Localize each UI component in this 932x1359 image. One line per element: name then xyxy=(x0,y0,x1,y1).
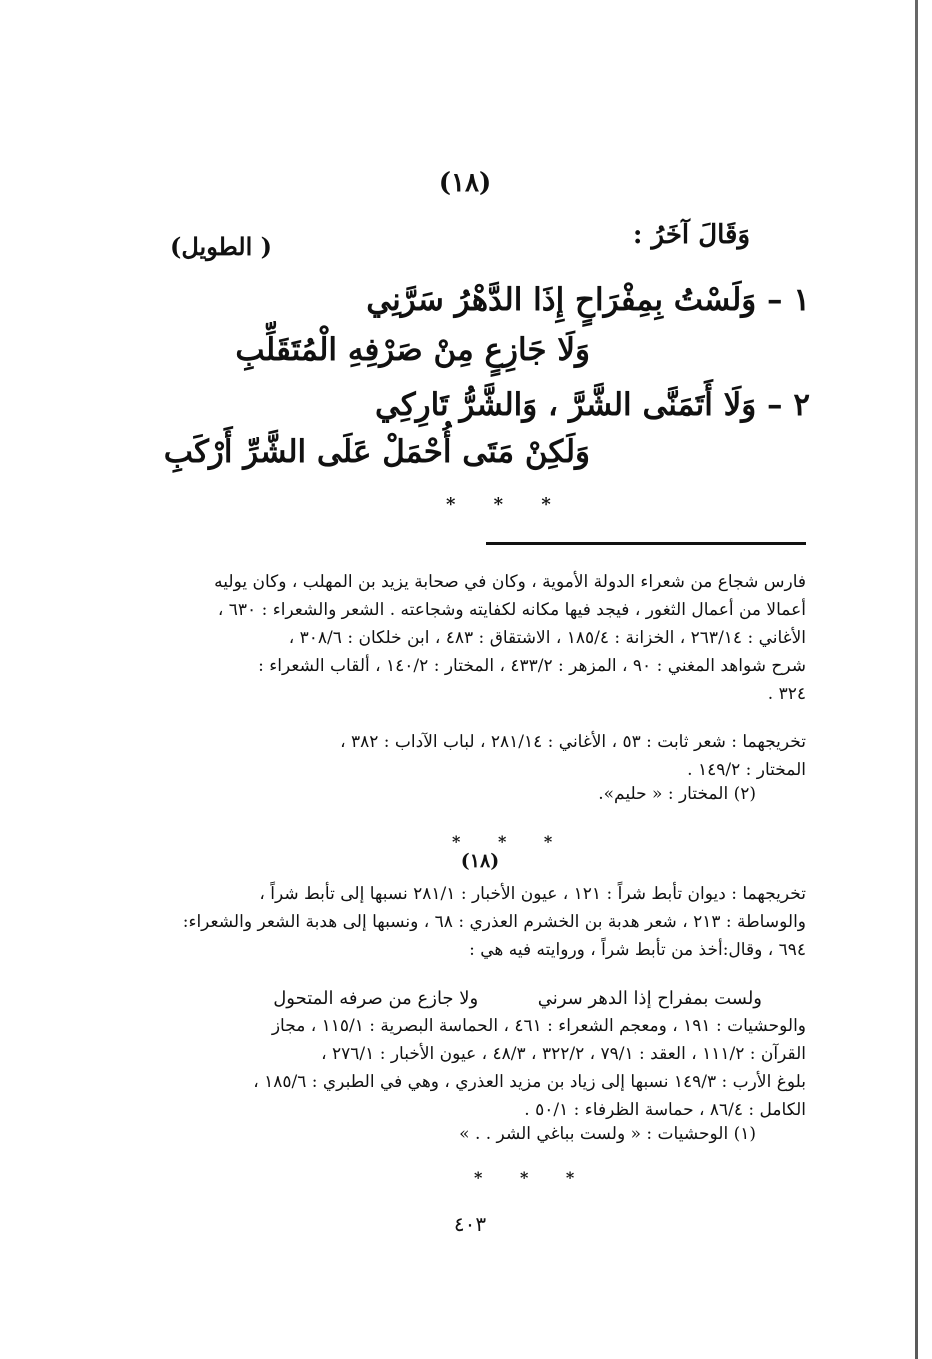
footnote-line: القرآن : ١١١/٢ ، العقد : ٧٩/١ ، ٣٢٢/٢ ، ٤٨/٣ ، عيون الأخبار : ٢٧٦/١ ، xyxy=(321,1044,806,1064)
footnote-line: تخريجهما : شعر ثابت : ٥٣ ، الأغاني : ٢٨١/١٤ ، لباب الآداب : ٣٨٢ ، xyxy=(340,732,806,752)
footnote-line: فارس شجاع من شعراء الدولة الأموية ، وكان في صحابة يزيد بن المهلب ، وكان يوليه xyxy=(214,572,806,592)
verse-2-second-hemistich: وَلَكِنْ مَتَى أُحْمَلْ عَلَى الشَّرِّ أَرْكَبِ xyxy=(163,434,590,470)
footnote-biography xyxy=(126,568,806,708)
footnote-line: ٣٢٤ . xyxy=(767,684,806,704)
footnote-line: المختار : ١٤٩/٢ . xyxy=(687,760,806,780)
scan-edge-shadow xyxy=(915,0,918,1359)
footnote-note-2: (٢) المختار : « حليم». xyxy=(598,784,756,804)
footnote-section-number: (١٨) xyxy=(460,850,500,872)
poem-number: (١٨) xyxy=(438,168,492,198)
verse-2-first-text: وَلَا أَتَمَنَّى الشَّرَّ ، وَالشَّرُّ تَارِكِي xyxy=(375,387,757,423)
footnote-line: تخريجهما : ديوان تأبط شراً : ١٢١ ، عيون الأخبار : ٢٨١/١ نسبها إلى تأبط شراً ، xyxy=(259,884,806,904)
verse-2-first-hemistich xyxy=(375,385,810,425)
poem-intro: وَقَالَ آخَرُ : xyxy=(632,220,750,250)
footnote-quoted-verse xyxy=(273,988,762,1009)
footnote-note-1: (١) الوحشيات : « ولست بباغي الشر . . » xyxy=(459,1124,756,1144)
footnote-line: الأغاني : ٢٦٣/١٤ ، الخزانة : ١٨٥/٤ ، الاشتقاق : ٤٨٣ ، ابن خلكان : ٣٠٨/٦ ، xyxy=(288,628,806,648)
footnote-line: والوساطة : ٢١٣ ، شعر هدبة بن الخشرم العذري : ٦٨ ، ونسبها إلى هدبة الشعر والشعراء: xyxy=(182,912,806,932)
verse-1-number: ١ – xyxy=(767,282,810,318)
footnote-sources-block-continued xyxy=(126,1012,806,1124)
footnote-takhrij xyxy=(126,728,806,784)
page-number: ٤٠٣ xyxy=(453,1212,487,1236)
verse-1-first-text: وَلَسْتُ بِمِفْرَاحٍ إِذَا الدَّهْرُ سَرَّنِي xyxy=(366,282,757,318)
quoted-verse-first: ولست بمفراح إذا الدهر سرني xyxy=(537,988,762,1009)
verse-2-number: ٢ – xyxy=(767,387,810,423)
poem-meter: ( الطويل) xyxy=(170,232,272,261)
footnote-end-stars: * * * xyxy=(474,1168,591,1187)
footnote-line: الكامل : ٨٦/٤ ، حماسة الظرفاء : ٥٠/١ . xyxy=(524,1100,806,1120)
verse-1-first-hemistich xyxy=(366,280,810,320)
footnote-sources-block xyxy=(126,880,806,964)
quoted-verse-second: ولا جازع من صرفه المتحول xyxy=(273,988,479,1009)
footnote-line: ٦٩٤ ، وقال:أخذ من تأبط شراً ، وروايته فيه هي : xyxy=(469,940,806,960)
footnote-line: والوحشيات : ١٩١ ، ومعجم الشعراء : ٤٦١ ، الحماسة البصرية : ١١٥/١ ، مجاز xyxy=(271,1016,806,1036)
footnote-line: أعمالا من أعمال الثغور ، فيجد فيها مكانه لكفايته وشجاعته . الشعر والشعراء : ٦٣٠ ، xyxy=(217,600,806,620)
footnote-divider-stars: * * * xyxy=(452,832,569,851)
footnote-line: شرح شواهد المغني : ٩٠ ، المزهر : ٤٣٣/٢ ، المختار : ١٤٠/٢ ، ألقاب الشعراء : xyxy=(258,656,806,676)
footnote-rule xyxy=(486,542,806,545)
section-divider-stars: * * * xyxy=(446,494,567,515)
verse-1-second-hemistich: وَلَا جَازِعٍ مِنْ صَرْفِهِ الْمُتَقَلِّبِ xyxy=(235,332,590,368)
footnote-line: بلوغ الأرب : ١٤٩/٣ نسبها إلى زياد بن مزيد العذري ، وهي في الطبري : ١٨٥/٦ ، xyxy=(253,1072,806,1092)
